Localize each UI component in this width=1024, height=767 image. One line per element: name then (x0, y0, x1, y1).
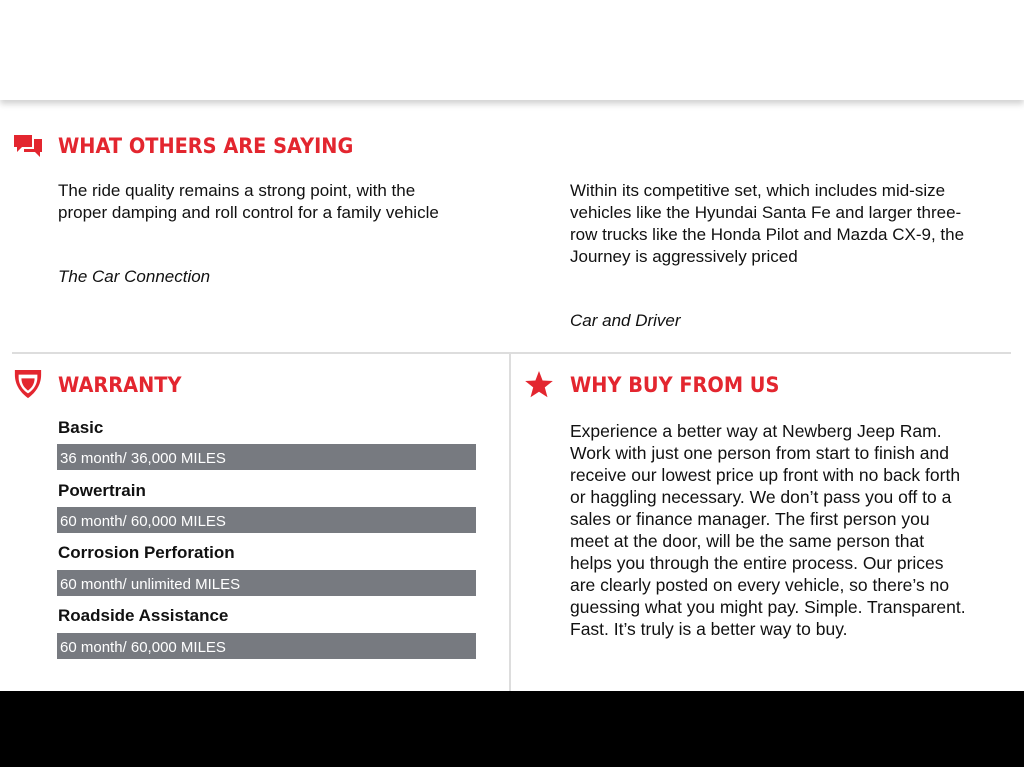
warranty-bar-basic (57, 444, 476, 470)
warranty-label-basic: Basic (58, 418, 104, 437)
review-quote-2: Within its competitive set, which includes mid-size vehicles like the Hyundai Santa Fe and larger three-row trucks like the Honda Pilot and Mazda CX-9, the Journey is aggressively priced (570, 181, 965, 266)
review-source-2: Car and Driver (570, 311, 681, 330)
shield-icon (13, 369, 43, 399)
horizontal-divider (12, 352, 1011, 354)
warranty-bar-corrosion (57, 570, 476, 596)
why-buy-text: Experience a better way at Newberg Jeep Ram. Work with just one person from start to finish and receive our lowest price up front with no back forth or haggling necessary. We don’t pass you off to a sales or finance manager. The first person you meet at the door, will be the same person that helps you through the entire process. Our prices are clearly posted on every vehicle, so there’s no guessing what you might pay. Simple. Transparent. Fast. It’s truly is a better way to buy. (570, 421, 966, 639)
warranty-label-powertrain: Powertrain (58, 481, 146, 500)
warranty-bar-powertrain (57, 507, 476, 533)
footer-band (0, 691, 1024, 767)
vertical-divider (509, 353, 511, 691)
warranty-label-roadside: Roadside Assistance (58, 606, 229, 625)
warranty-title: WARRANTY (58, 373, 182, 397)
review-source-1: The Car Connection (58, 267, 211, 286)
why-buy-title: WHY BUY FROM US (570, 373, 780, 397)
warranty-value-corrosion: 60 month/ unlimited MILES (60, 576, 241, 593)
top-band (0, 0, 1024, 100)
reviews-title: WHAT OTHERS ARE SAYING (58, 134, 354, 158)
warranty-value-roadside: 60 month/ 60,000 MILES (60, 639, 226, 656)
speech-bubbles-icon (13, 133, 43, 163)
warranty-value-powertrain: 60 month/ 60,000 MILES (60, 513, 226, 530)
star-icon (524, 370, 554, 400)
review-quote-1: The ride quality remains a strong point, with the proper damping and roll control for a family vehicle (58, 181, 439, 222)
warranty-value-basic: 36 month/ 36,000 MILES (60, 450, 226, 467)
warranty-label-corrosion: Corrosion Perforation (58, 543, 235, 562)
warranty-bar-roadside (57, 633, 476, 659)
